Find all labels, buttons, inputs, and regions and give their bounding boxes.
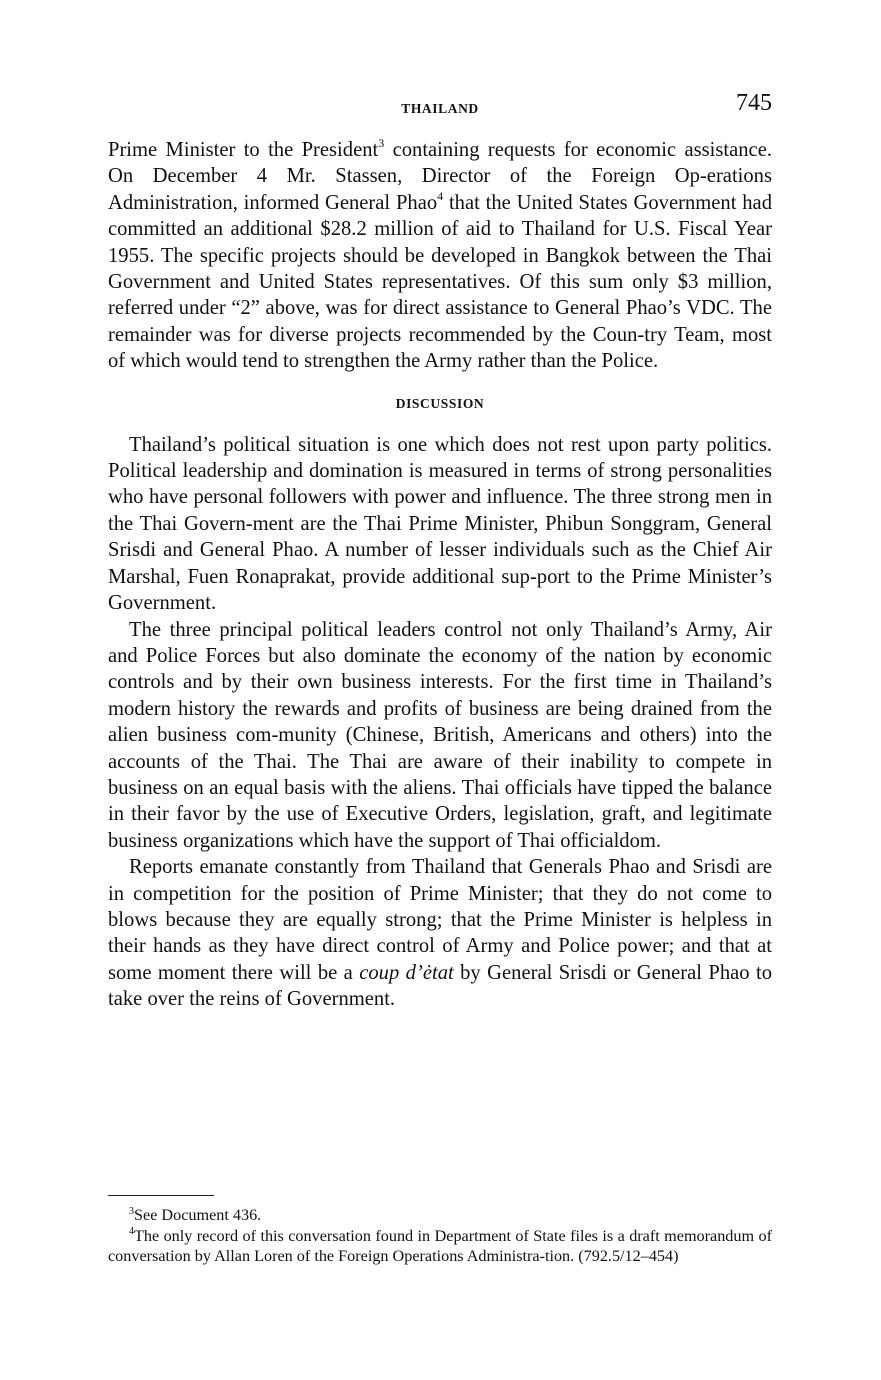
footnote-4 xyxy=(108,1226,772,1267)
coup-detat-italic: coup d’ėtat xyxy=(359,961,454,984)
section-heading-discussion: DISCUSSION xyxy=(395,395,485,411)
footnote-text-4: The only record of this conversation found in Department of State files is a draft memorandum of conversation by Allan Loren of the Foreign Operations Administra-tion. (792.5/12–454) xyxy=(108,1226,772,1266)
discussion-paragraph-2: The three principal political leaders control not only Thailand’s Army, Air and Police Forces but also dominate the economy of the nation by economic controls and by their own business interests. For the first time in Thailand’s modern history the rewards and profits of business are being drained from the alien business com-munity (Chinese, British, Americans and others) into the accounts of the Thai. The Thai are aware of their inability to compete in business on an equal basis with the aliens. Thai officials have tipped the balance in their favor by the use of Executive Orders, legislation, graft, and legitimate business organizations which have the support of Thai officialdom. xyxy=(108,618,772,852)
footnote-divider xyxy=(108,1195,214,1196)
footnotes xyxy=(108,1205,772,1267)
footnote-ref-4: 4 xyxy=(437,188,444,203)
body-text xyxy=(108,137,772,1013)
running-head: THAILAND xyxy=(401,101,479,116)
footnote-3 xyxy=(108,1205,772,1226)
footnote-mark-3: 3 xyxy=(129,1205,134,1217)
footnote-ref-3: 3 xyxy=(378,136,385,151)
page-header xyxy=(108,90,772,126)
intro-text-1: Prime Minister to the President xyxy=(108,139,379,161)
page-number: 745 xyxy=(736,90,772,116)
footnote-text-3: See Document 436. xyxy=(134,1206,262,1224)
footnote-mark-4: 4 xyxy=(129,1226,134,1238)
intro-text-2: containing requests for economic assistance. On December 4 Mr. Stassen, Director of the Foreign Op-erations Administration, informed General Phao xyxy=(108,139,772,214)
intro-paragraph xyxy=(108,137,772,375)
intro-text-3: that the United States Government had committed an additional $28.2 million of aid to Thailand for U.S. Fiscal Year 1955. The specific projects should be developed in Bangkok between the Thai Government and United States representatives. Of this sum only $3 million, referred under “2” above, was for direct assistance to General Phao’s VDC. The remainder was for diverse projects recommended by the Coun-try Team, most of which would tend to strengthen the Army rather than the Police. xyxy=(108,191,772,373)
discussion-paragraph-3-part-b: by General Srisdi or General Phao to take over the reins of Government. xyxy=(108,961,772,1011)
discussion-paragraph-3 xyxy=(108,854,772,1012)
discussion-paragraph-3-part-a: Reports emanate constantly from Thailand that Generals Phao and Srisdi are in competition for the position of Prime Minister; that they do not come to blows because they are equally strong; that the Prime Minister is helpless in their hands as they have direct control of Army and Police power; and that at some moment there will be a xyxy=(108,856,772,984)
discussion-paragraph-1: Thailand’s political situation is one which does not rest upon party politics. Political leadership and domination is measured in terms of strong personalities who have personal followers with power and influence. The three strong men in the Thai Govern-ment are the Thai Prime Minister, Phibun Songgram, General Srisdi and General Phao. A number of lesser individuals such as the Chief Air Marshal, Fuen Ronaprakat, provide additional sup-port to the Prime Minister’s Government. xyxy=(108,433,772,615)
